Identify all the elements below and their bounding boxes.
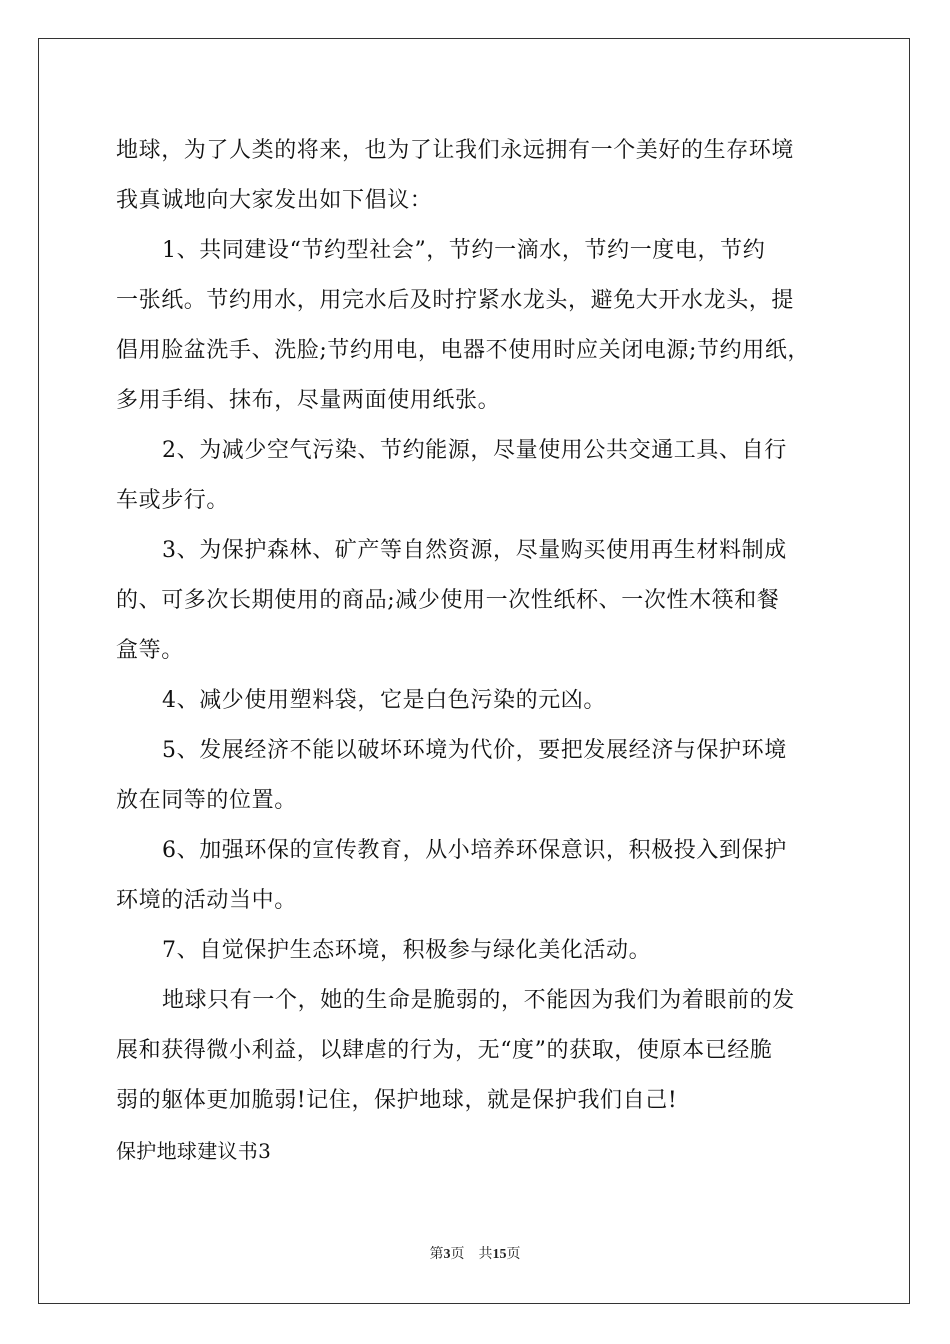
proposal-item-7: 7、自觉保护生态环境，积极参与绿化美化活动。	[162, 938, 652, 963]
body-line: 倡用脸盆洗手、洗脸;节约用电，电器不使用时应关闭电源;节约用纸，	[116, 338, 811, 363]
body-line: 盒等。	[116, 638, 184, 663]
body-line: 一张纸。节约用水，用完水后及时拧紧水龙头，避免大开水龙头，提	[116, 288, 795, 313]
body-line: 地球，为了人类的将来，也为了让我们永远拥有一个美好的生存环境	[116, 138, 795, 163]
total-pages: 15	[492, 1247, 507, 1262]
proposal-item-3: 3、为保护森林、矿产等自然资源，尽量购买使用再生材料制成	[162, 538, 787, 563]
body-line: 车或步行。	[116, 488, 230, 513]
page-suffix: 页	[450, 1246, 465, 1262]
page-prefix: 第	[429, 1246, 444, 1262]
total-suffix: 页	[506, 1246, 521, 1262]
document-body	[116, 126, 838, 1176]
body-line: 放在同等的位置。	[116, 788, 297, 813]
body-line: 多用手绢、抹布，尽量两面使用纸张。	[116, 388, 501, 413]
body-line: 弱的躯体更加脆弱!记住，保护地球，就是保护我们自己!	[116, 1088, 678, 1113]
body-line: 环境的活动当中。	[116, 888, 297, 913]
body-line: 的、可多次长期使用的商品;减少使用一次性纸杯、一次性木筷和餐	[116, 588, 780, 613]
total-prefix: 共	[478, 1246, 493, 1262]
page-number: 3	[443, 1247, 451, 1262]
section-heading: 保护地球建议书3	[116, 1139, 272, 1163]
proposal-item-6: 6、加强环保的宣传教育，从小培养环保意识，积极投入到保护	[162, 838, 787, 863]
body-line: 展和获得微小利益，以肆虐的行为，无“度”的获取，使原本已经脆	[116, 1038, 773, 1063]
proposal-item-1: 1、共同建设“节约型社会”，节约一滴水，节约一度电，节约	[162, 238, 766, 263]
proposal-item-2: 2、为减少空气污染、节约能源，尽量使用公共交通工具、自行	[162, 438, 787, 463]
proposal-item-5: 5、发展经济不能以破坏环境为代价，要把发展经济与保护环境	[162, 738, 787, 763]
page-footer	[0, 1244, 950, 1265]
closing-paragraph: 地球只有一个，她的生命是脆弱的，不能因为我们为着眼前的发	[162, 988, 795, 1013]
proposal-item-4: 4、减少使用塑料袋，它是白色污染的元凶。	[162, 688, 606, 713]
body-line: 我真诚地向大家发出如下倡议：	[116, 188, 433, 213]
